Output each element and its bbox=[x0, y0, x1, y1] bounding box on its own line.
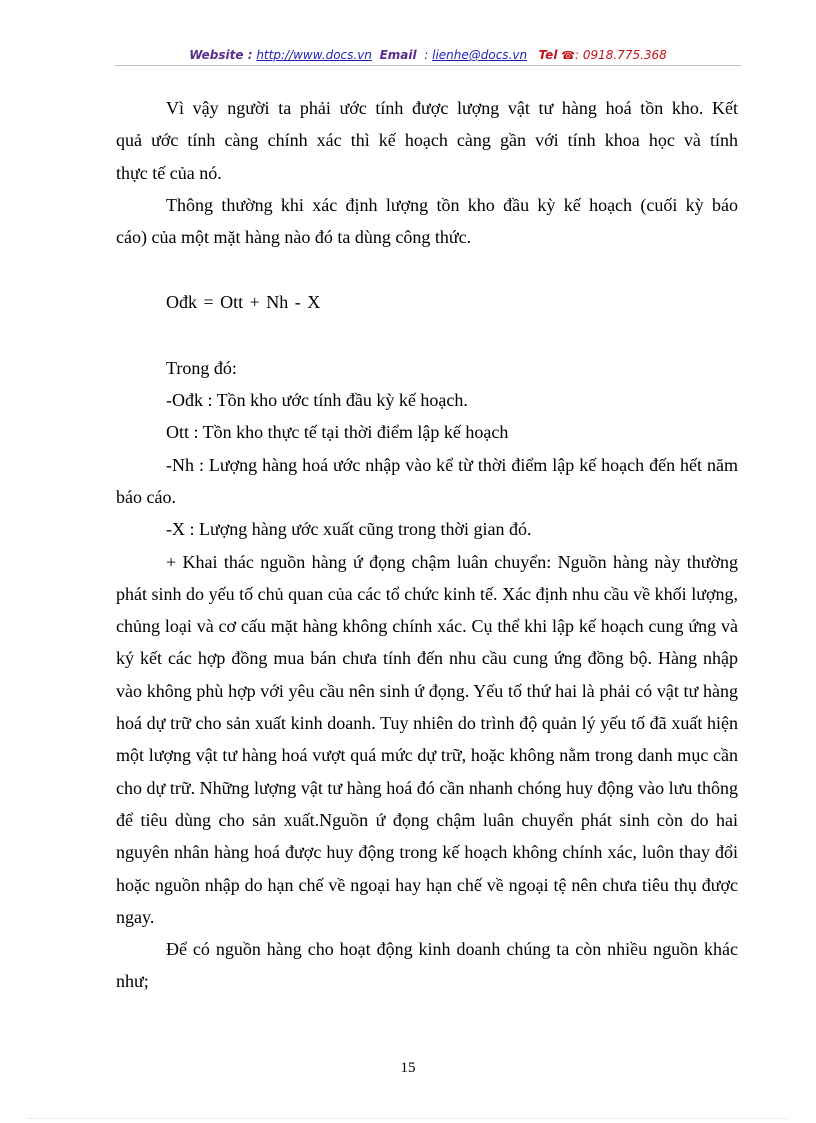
paragraph-stagnant-goods: + Khai thác nguồn hàng ứ đọng chậm luân chuyển: Nguồn hàng này thường phát sinh do yếu tố chủ quan của các tổ chức kinh tế. Xác định nhu cầu về khối lượng, chủng loại và cơ cấu mặt hàng không chính xác. Cụ thể khi lập kế hoạch cung ứng và ký kết các hợp đồng mua bán chưa tính đến nhu cầu cung ứng đồng bộ. Hàng nhập vào không phù hợp với yêu cầu nên sinh ứ đọng. Yếu tố thứ hai là phải có vật tư hàng hoá dự trữ cho sản xuất kinh doanh. Tuy nhiên do trình độ quản lý yếu tố đã xuất hiện một lượng vật tư hàng hoá vượt quá mức dự trữ, hoặc không nằm trong danh mục cần cho dự trữ. Những lượng vật tư hàng hoá đó cần nhanh chóng huy động vào lưu thông để tiêu dùng cho sản xuất.Nguồn ứ đọng chậm luân chuyển phát sinh còn do hai nguyên nhân hàng hoá được huy động trong kế hoạch không chính xác, luôn thay đổi hoặc nguồn nhập do hạn chế về ngoại hay hạn chế về ngoại tệ nên chưa tiêu thụ được ngay. bbox=[116, 551, 738, 927]
header-divider bbox=[115, 65, 741, 66]
paragraph-line: cáo) của một mặt hàng nào đó ta dùng công thức. bbox=[116, 227, 472, 248]
email-link[interactable]: lienhe@docs.vn bbox=[432, 48, 528, 62]
definition-ott: Ott : Tồn kho thực tế tại thời điểm lập kế hoạch bbox=[166, 422, 509, 443]
paragraph-line: quả ước tính càng chính xác thì kế hoạch càng gần với tính khoa học và tính bbox=[116, 130, 738, 151]
email-separator: : bbox=[424, 48, 429, 62]
definition-x: -X : Lượng hàng ước xuất cũng trong thời gian đó. bbox=[166, 519, 532, 540]
definition-nh-cont: báo cáo. bbox=[116, 486, 176, 507]
paragraph-line: Vì vậy người ta phải ước tính được lượng vật tư hàng hoá tồn kho. Kết bbox=[166, 98, 738, 118]
website-label: Website : bbox=[189, 48, 253, 62]
definition-nh: -Nh : Lượng hàng hoá ước nhập vào kể từ thời điểm lập kế hoạch đến hết năm bbox=[166, 454, 738, 475]
page-number: 15 bbox=[400, 1060, 416, 1076]
phone-icon: ☎ bbox=[561, 49, 575, 62]
paragraph-line: thực tế của nó. bbox=[116, 162, 222, 183]
email-label: Email bbox=[379, 48, 417, 62]
where-heading: Trong đó: bbox=[166, 357, 237, 378]
page-bottom-divider bbox=[28, 1118, 788, 1119]
document-body bbox=[116, 92, 738, 998]
phone-number: : 0918.775.368 bbox=[574, 48, 667, 62]
definition-odk: -Ođk : Tồn kho ước tính đầu kỳ kế hoạch. bbox=[166, 390, 468, 411]
website-link[interactable]: http://www.docs.vn bbox=[256, 48, 372, 62]
paragraph-line: Thông thường khi xác định lượng tồn kho đầu kỳ kế hoạch (cuối kỳ báo bbox=[166, 194, 738, 215]
paragraph-other-sources: Để có nguồn hàng cho hoạt động kinh doanh chúng ta còn nhiều nguồn khác như; bbox=[116, 939, 738, 992]
formula: Ođk = Ott + Nh - X bbox=[166, 292, 321, 313]
tel-label: Tel bbox=[538, 48, 558, 62]
page-header bbox=[115, 47, 741, 64]
